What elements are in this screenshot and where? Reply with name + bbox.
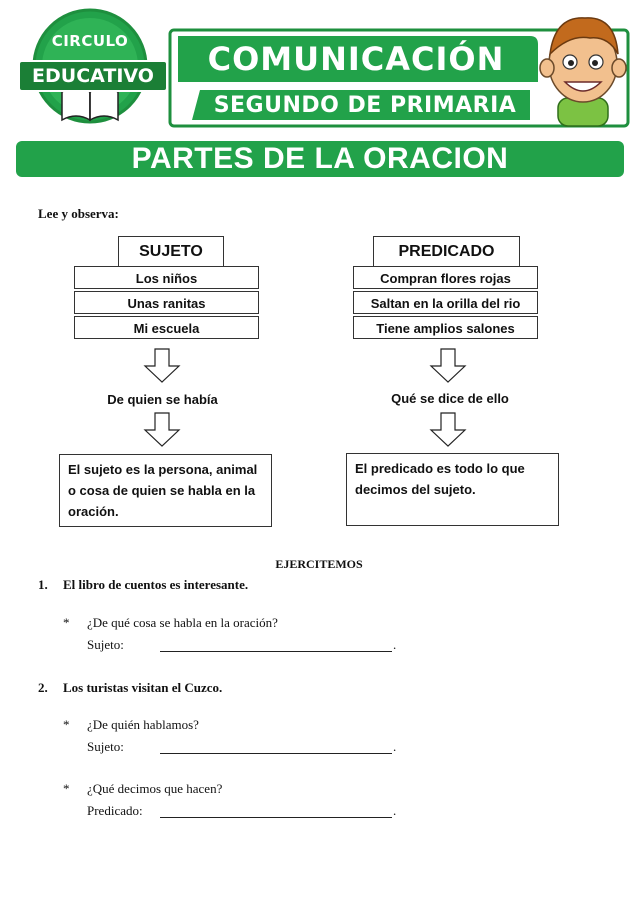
subject-definition: El sujeto es la persona, animal o cosa de quien se habla en la oración. [59,454,272,527]
exercises-title: EJERCITEMOS [275,557,363,571]
predicate-definition: El predicado es todo lo que decimos del sujeto. [346,453,559,526]
exercise-question: ¿Qué decimos que hacen? [87,781,223,796]
predicate-row: Compran flores rojas [353,266,538,289]
exercise-sentence: Los turistas visitan el Cuzco. [63,680,223,695]
answer-end: . [393,803,397,818]
answer-end: . [393,637,397,652]
instruction-text: Lee y observa: [38,206,119,221]
exercise-question: ¿De qué cosa se habla en la oración? [87,615,278,630]
down-arrow-icon [429,348,467,384]
answer-label: Sujeto: [87,739,124,754]
subject-caption: De quien se había [107,392,218,407]
down-arrow-icon [143,348,181,384]
down-arrow-icon [143,412,181,448]
subject-header: SUJETO [118,236,224,268]
exercise-number: 2. [38,680,48,695]
answer-blank[interactable] [160,753,392,754]
predicate-header: PREDICADO [373,236,520,268]
logo-line1: CIRCULO [51,32,129,50]
exercise-question: ¿De quién hablamos? [87,717,199,732]
subject-title: COMUNICACIÓN [207,40,505,78]
answer-end: . [393,739,397,754]
subject-row: Mi escuela [74,316,259,339]
exercise-number: 1. [38,577,48,592]
page-title: PARTES DE LA ORACION [16,141,624,177]
logo-line2: EDUCATIVO [18,60,168,92]
exercise-sentence: El libro de cuentos es interesante. [63,577,249,592]
subject-row: Unas ranitas [74,291,259,314]
answer-blank[interactable] [160,817,392,818]
bullet: * [63,781,70,796]
answer-label: Sujeto: [87,637,124,652]
bullet: * [63,717,70,732]
answer-blank[interactable] [160,651,392,652]
grade-title: SEGUNDO DE PRIMARIA [213,93,517,118]
bullet: * [63,615,70,630]
predicate-caption: Qué se dice de ello [391,391,509,406]
down-arrow-icon [429,412,467,448]
predicate-row: Tiene amplios salones [353,316,538,339]
subject-row: Los niños [74,266,259,289]
book-icon [62,88,118,120]
predicate-row: Saltan en la orilla del rio [353,291,538,314]
header-banner [10,8,630,130]
answer-label: Predicado: [87,803,143,818]
